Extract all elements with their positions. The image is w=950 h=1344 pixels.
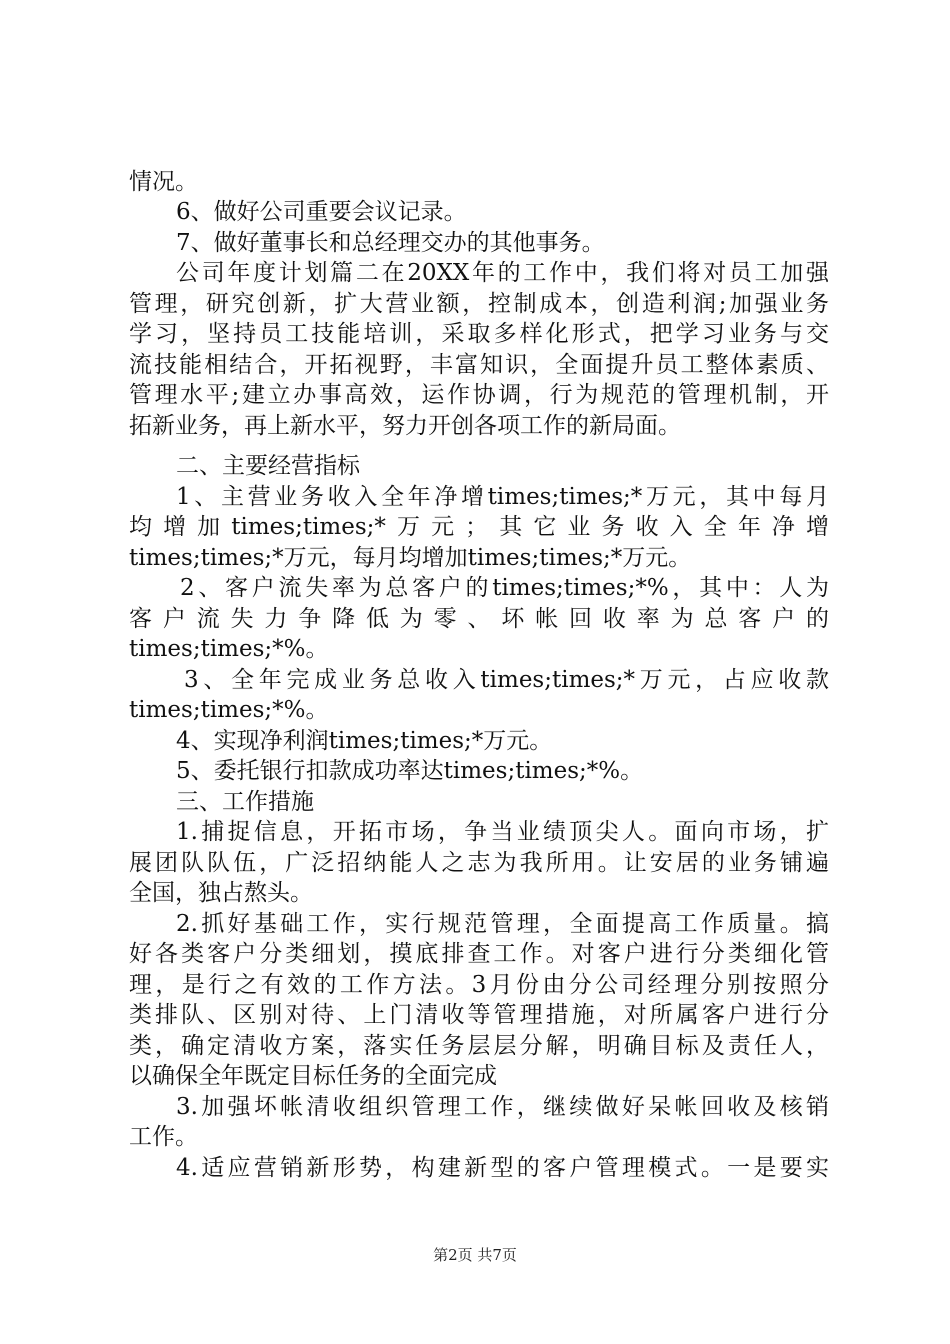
text-line: 客户流失力争降低为零、坏帐回收率为总客户的 <box>129 606 829 632</box>
text-line: 6、做好公司重要会议记录。 <box>176 199 467 225</box>
section-heading: 二、主要经营指标 <box>176 453 360 479</box>
text-line: 5、委托银行扣款成功率达times;times;*%。 <box>176 758 644 784</box>
text-line: 管理，研究创新，扩大营业额，控制成本，创造利润;加强业务 <box>129 291 829 317</box>
text-line: 2、客户流失率为总客户的times;times;*%，其中：人为 <box>180 575 829 601</box>
text-line: 理，是行之有效的工作方法。3月份由分公司经理分别按照分 <box>129 972 829 998</box>
text-line: 3.加强坏帐清收组织管理工作，继续做好呆帐回收及核销 <box>176 1094 829 1120</box>
text-line: 以确保全年既定目标任务的全面完成 <box>129 1063 497 1089</box>
text-line: 全国，独占熬头。 <box>129 880 313 906</box>
section-heading: 三、工作措施 <box>176 789 314 815</box>
text-line: 4.适应营销新形势，构建新型的客户管理模式。一是要实 <box>176 1155 829 1181</box>
text-line: 7、做好董事长和总经理交办的其他事务。 <box>176 230 605 256</box>
text-line: 学习，坚持员工技能培训，采取多样化形式，把学习业务与交 <box>129 321 829 347</box>
text-line: 公司年度计划篇二在20XX年的工作中，我们将对员工加强 <box>176 260 829 286</box>
text-line: 情况。 <box>129 169 198 195</box>
text-line: times;times;*%。 <box>129 636 329 662</box>
text-line: 类，确定清收方案，落实任务层层分解，明确目标及责任人， <box>129 1033 829 1059</box>
text-line: 流技能相结合，开拓视野，丰富知识，全面提升员工整体素质、 <box>129 352 829 378</box>
text-line: 均增加times;times;*万元；其它业务收入全年净增 <box>129 514 829 540</box>
page-footer: 第2页 共7页 <box>433 1246 517 1264</box>
text-line: 类排队、区别对待、上门清收等管理措施，对所属客户进行分 <box>129 1002 829 1028</box>
text-line: 拓新业务，再上新水平，努力开创各项工作的新局面。 <box>129 413 681 439</box>
text-line: 1、主营业务收入全年净增times;times;*万元，其中每月 <box>176 484 829 510</box>
text-line: 1.捕捉信息，开拓市场，争当业绩顶尖人。面向市场，扩 <box>176 819 829 845</box>
text-line: 好各类客户分类细划，摸底排查工作。对客户进行分类细化管 <box>129 941 829 967</box>
text-line: 2.抓好基础工作，实行规范管理，全面提高工作质量。搞 <box>176 911 829 937</box>
text-line: 展团队队伍，广泛招纳能人之志为我所用。让安居的业务铺遍 <box>129 850 829 876</box>
text-line: 3、全年完成业务总收入times;times;*万元，占应收款 <box>184 667 829 693</box>
text-line: 管理水平;建立办事高效，运作协调，行为规范的管理机制，开 <box>129 382 829 408</box>
text-line: 工作。 <box>129 1124 198 1150</box>
text-line: 4、实现净利润times;times;*万元。 <box>176 728 553 754</box>
text-line: times;times;*万元，每月均增加times;times;*万元。 <box>129 545 692 571</box>
text-line: times;times;*%。 <box>129 697 329 723</box>
